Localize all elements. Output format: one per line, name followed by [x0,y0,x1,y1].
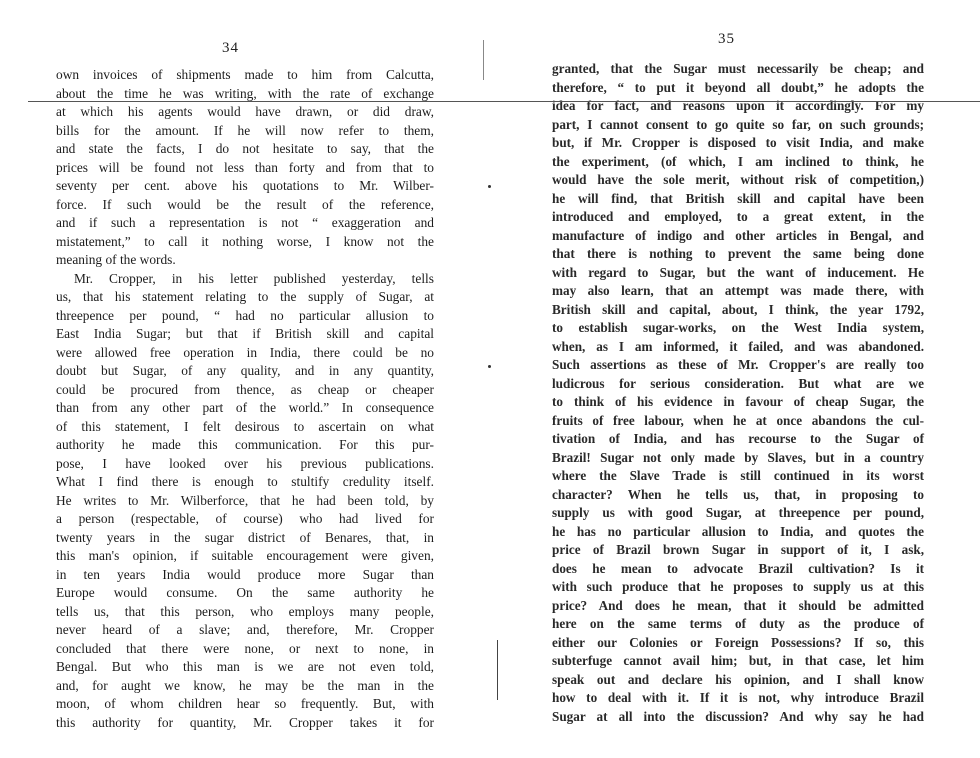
text-line: speak out and declare his opinion, and I shall know [552,671,924,687]
text-line: and state the facts, I do not hesitate to say, that the [56,141,434,156]
text-line: to establish sugar-works, on the West India system, [552,320,924,335]
text-line: tivation of India, and has recourse to the Sugar of [552,431,924,446]
text-line: this man's opinion, if suitable encouragement were given, [56,548,434,563]
text-line: does he mean to advocate Brazil cultivation? Is it [552,560,924,576]
page-number: 35 [718,31,735,47]
text-line: of this statement, I felt desirous to ascertain on what [56,418,434,434]
text-line: part, I cannot consent to go quite so far, on such grounds; [552,116,924,132]
text-line: the experiment, (of which, I am inclined to think, he [552,153,924,169]
text-line: price? And does he mean, that it should be admitted [552,597,924,613]
text-line: fruits of free labour, when he at once abandons the cul- [552,412,924,428]
text-line: authority he made this communication. For this pur- [56,437,434,452]
text-line: ludicrous for serious consideration. But what are we [552,375,924,391]
text-line: with such produce that he proposes to supply us at this [552,579,924,594]
text-line: would have the sole merit, without risk of competition,) [552,172,924,187]
text-line: subterfuge cannot avail him; but, in that case, let him [552,653,924,668]
text-line: Brazil! Sugar not only made by Slaves, but in a country [552,449,924,465]
text-line: he will find, that British skill and capital have been [552,190,924,206]
text-line: Europe would consume. On the same authority he [56,585,434,600]
text-line: either our Colonies or Foreign Possessions? If so, this [552,634,924,650]
text-line: threepence per pound, “ had no particular allusion to [56,307,434,323]
text-line: Such assertions as these of Mr. Cropper's are really too [552,357,924,372]
text-line: at which his agents would have drawn, or did draw, [56,104,434,119]
text-line: British skill and capital, about, I think, the year 1792, [552,301,924,317]
text-line: twenty years in the sugar district of Benares, that, in [56,529,434,545]
spine-mark [497,640,498,700]
text-line: pose, I have looked over his previous publications. [56,455,434,471]
page-body-text [56,66,434,732]
text-line: that there is nothing to prevent the same being done [552,246,924,261]
text-line: price of Brazil brown Sugar in support of it, I ask, [552,542,924,557]
text-line: meaning of the words. [56,252,176,267]
left-page [0,0,480,758]
text-line: never heard of a slave; and, therefore, Mr. Cropper [56,622,434,637]
text-line: bills for the amount. If he will now refer to them, [56,122,434,138]
text-line: moon, of whom children hear so frequently. But, with [56,696,434,711]
text-line: with regard to Sugar, but the want of inducement. He [552,264,924,280]
scan-artifact-rule [28,101,980,102]
text-line: here on the same terms of duty as the produce of [552,616,924,631]
text-line: therefore, “ to put it beyond all doubt,” he adopts the [552,79,924,95]
page-body-text [552,60,924,726]
text-line: character? When he tells us, that, in proposing to [552,486,924,502]
text-line: East India Sugar; but that if British skill and capital [56,326,434,341]
text-line: Sugar at all into the discussion? And why say he had [552,708,924,724]
text-line: and if such a representation is not “ exaggeration and [56,215,434,230]
right-page [490,0,980,758]
spine-mark [483,40,484,80]
text-line: when, as I am informed, it failed, and was abandoned. [552,338,924,354]
text-line: in ten years India would produce more Sugar than [56,566,434,582]
text-line: this authority for quantity, Mr. Cropper takes it for [56,714,434,730]
text-line: us, that his statement relating to the supply of Sugar, at [56,289,434,304]
text-line: granted, that the Sugar must necessarily be cheap; and [552,61,924,76]
text-line: a person (respectable, of course) who had lived for [56,511,434,526]
text-line: idea for fact, and reasons upon it accordingly. For my [552,98,924,113]
text-line: doubt but Sugar, of any quality, and in any quantity, [56,363,434,378]
text-line: to think of his evidence in favour of cheap Sugar, the [552,394,924,409]
text-line: seventy per cent. above his quotations to Mr. Wilber- [56,178,434,193]
scan-dot [488,365,491,368]
text-line: tells us, that this person, who employs many people, [56,603,434,619]
text-line: He writes to Mr. Wilberforce, that he had been told, by [56,492,434,508]
page-number: 34 [222,40,239,56]
text-line: prices will be found not less than forty and from that to [56,159,434,175]
text-line: he has no particular allusion to India, and quotes the [552,523,924,539]
text-line: where the Slave Trade is still continued in its worst [552,468,924,483]
text-line: were allowed free operation in India, there could be no [56,344,434,360]
text-line: mistatement,” to call it nothing worse, I know not the [56,233,434,249]
text-line: than from any other part of the world.” In consequence [56,400,434,415]
text-line: may also learn, that an attempt was made there, with [552,283,924,298]
scan-dot [488,185,491,188]
text-line: Bengal. But who this man is we are not even told, [56,659,434,674]
text-line: force. If such would be the result of the reference, [56,196,434,212]
text-line: and, for aught we know, he may be the man in the [56,677,434,693]
text-line: supply us with good Sugar, at threepence per pound, [552,505,924,520]
text-line: introduced and employed, to a great extent, in the [552,209,924,224]
text-line: own invoices of shipments made to him from Calcutta, [56,67,434,82]
text-line: could be procured from thence, as cheap or cheaper [56,381,434,397]
text-line: about the time he was writing, with the rate of exchange [56,85,434,101]
text-line: manufacture of indigo and other articles in Bengal, and [552,227,924,243]
text-line: Mr. Cropper, in his letter published yesterday, tells [74,270,434,286]
text-line: concluded that there were none, or next to none, in [56,640,434,656]
text-line: how to deal with it. If it is not, why introduce Brazil [552,690,924,705]
text-line: What I find there is enough to stultify credulity itself. [56,474,434,489]
text-line: but, if Mr. Cropper is disposed to visit India, and make [552,135,924,150]
